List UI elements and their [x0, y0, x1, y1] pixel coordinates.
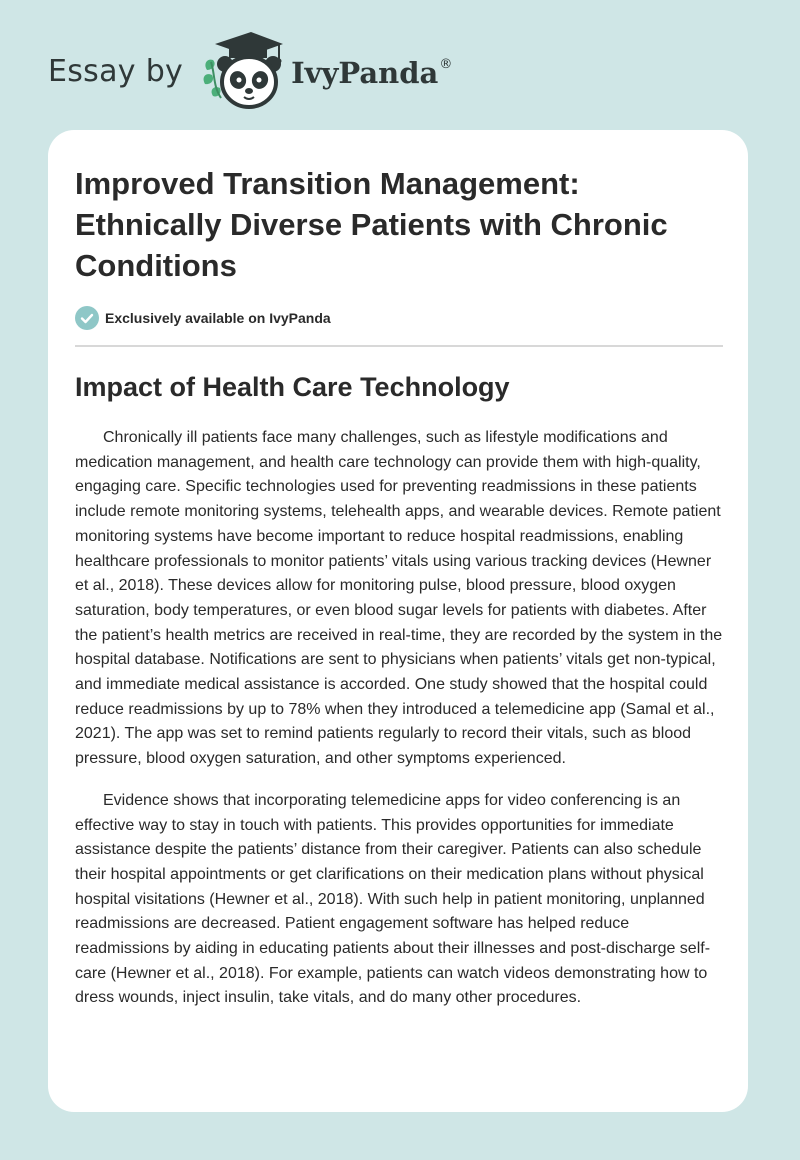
paragraph: Chronically ill patients face many challenges, such as lifestyle modifications and medication management, and health care technology can provide them with high-quality, engaging care. Specific technologies used for preventing readmissions in these patients include remote monitoring systems, telehealth apps, and wearable devices. Remote patient monitoring systems have become important to reduce hospital readmissions, enabling healthcare professionals to monitor patients’ vitals using various tracking devices (Hewner et al., 2018). These devices allow for monitoring pulse, blood pressure, blood oxygen saturation, body temperatures, or even blood sugar levels for patients with diabetes. After the patient’s health metrics are received in real-time, they are recorded by the system in the hospital database. Notifications are sent to physicians when patients’ vitals get non-typical, and immediate medical assistance is accorded. One study showed that the hospital could reduce readmissions by up to 78% when they introduced a telemedicine app (Samal et al., 2021). The app was set to remind patients regularly to record their vitals, such as blood pressure, blood oxygen saturation, and other symptoms experienced.: [75, 429, 723, 768]
registered-mark: ®: [439, 56, 453, 72]
divider: [75, 345, 723, 347]
article-card: [48, 130, 748, 1112]
section-heading: Impact of Health Care Technology: [75, 372, 510, 402]
brand-header: [48, 30, 452, 110]
paragraph: Evidence shows that incorporating telemedicine apps for video conferencing is an effective way to stay in touch with patients. This provides opportunities for immediate assistance despite the patients’ distance from their caregiver. Patients can also schedule their hospital appointments or get clarifications on their medication plans without physical hospital visitations (Hewner et al., 2018). With such help in patient monitoring, unplanned readmissions are decreased. Patient engagement software has helped reduce readmissions by aiding in educating patients about their illnesses and post-discharge self-care (Hewner et al., 2018). For example, patients can watch videos demonstrating how to dress wounds, inject insulin, take vitals, and do many other procedures.: [75, 791, 711, 1007]
panda-logo-icon: [201, 30, 285, 110]
exclusive-label: Exclusively available on IvyPanda: [105, 310, 331, 326]
brand-name: IvyPanda: [291, 56, 439, 90]
article-body: [75, 426, 727, 1028]
article-title: Improved Transition Management: Ethnically Diverse Patients with Chronic Conditions: [75, 166, 668, 283]
check-circle-icon: [75, 306, 99, 330]
brand-prefix: Essay by: [48, 53, 184, 89]
exclusive-badge: [75, 306, 331, 330]
